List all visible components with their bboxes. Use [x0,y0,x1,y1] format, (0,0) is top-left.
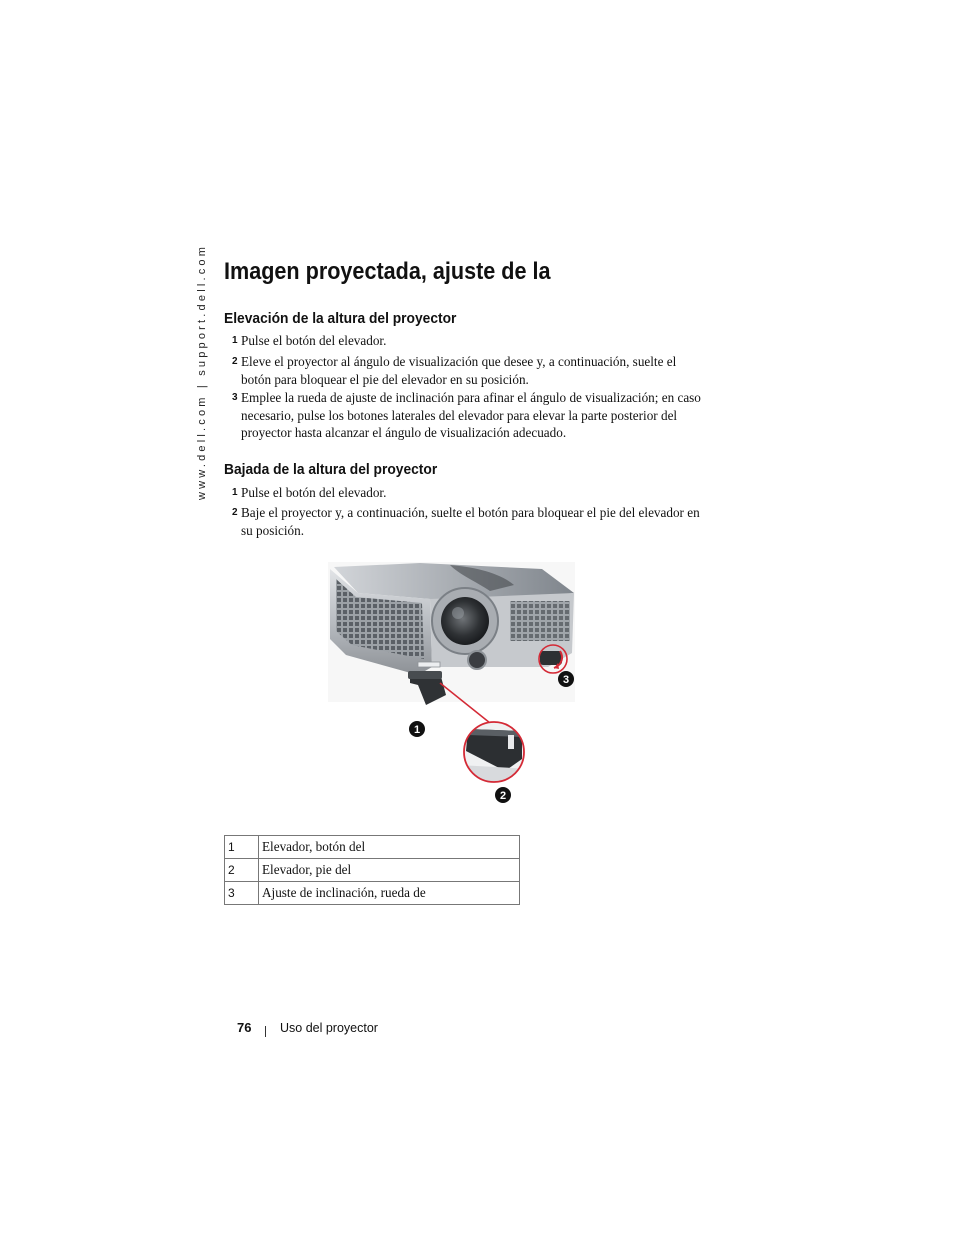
callout-3-badge [558,671,574,687]
step-text: Baje el proyector y, a continuación, suelte el botón para bloquear el pie del elevador en su posición. [241,505,700,538]
step-text: Pulse el botón del elevador. [241,485,387,500]
svg-text:3: 3 [562,674,570,686]
step-text: Pulse el botón del elevador. [241,333,387,348]
step-number: 1 [232,487,238,498]
callout-1-badge [409,721,425,737]
step-number: 1 [232,335,238,346]
legend-label: Elevador, pie del [259,859,520,882]
step-text: Emplee la rueda de ajuste de inclinación para afinar el ángulo de visualización; en caso necesario, pulse los botones laterales del elevador para elevar la parte posterior del proyector hasta alcanzar el ángulo de visualización adecuado. [241,390,701,440]
step-raise-3 [232,389,702,442]
svg-text:2: 2 [499,790,507,802]
table-row [225,859,520,882]
table-row [225,882,520,905]
legend-label: Ajuste de inclinación, rueda de [259,882,520,905]
page-title: Imagen proyectada, ajuste de la [224,258,551,285]
elevator-foot-inset [460,722,530,785]
step-number: 2 [232,356,238,367]
step-raise-2 [232,353,702,388]
page-number: 76 [237,1020,252,1035]
step-number: 2 [232,507,238,518]
section-heading-lower: Bajada de la altura del proyector [224,461,438,478]
callout-2-badge [495,787,511,803]
projector-figure [300,555,600,815]
step-raise-1 [232,332,702,350]
legend-label: Elevador, botón del [259,836,520,859]
step-number: 3 [232,392,238,403]
svg-text:1: 1 [413,724,421,736]
footer-divider [265,1026,266,1037]
step-lower-2 [232,504,702,539]
table-row [225,836,520,859]
legend-number: 1 [225,836,259,859]
legend-number: 3 [225,882,259,905]
legend-number: 2 [225,859,259,882]
step-text: Eleve el proyector al ángulo de visualización que desee y, a continuación, suelte el botón para bloquear el pie del elevador en su posición. [241,354,677,387]
sidebar-url: www.dell.com | support.dell.com [196,243,208,500]
step-lower-1 [232,484,702,502]
section-heading-raise: Elevación de la altura del proyector [224,310,457,327]
footer-section-label: Uso del proyector [280,1021,378,1035]
legend-table [224,835,520,905]
